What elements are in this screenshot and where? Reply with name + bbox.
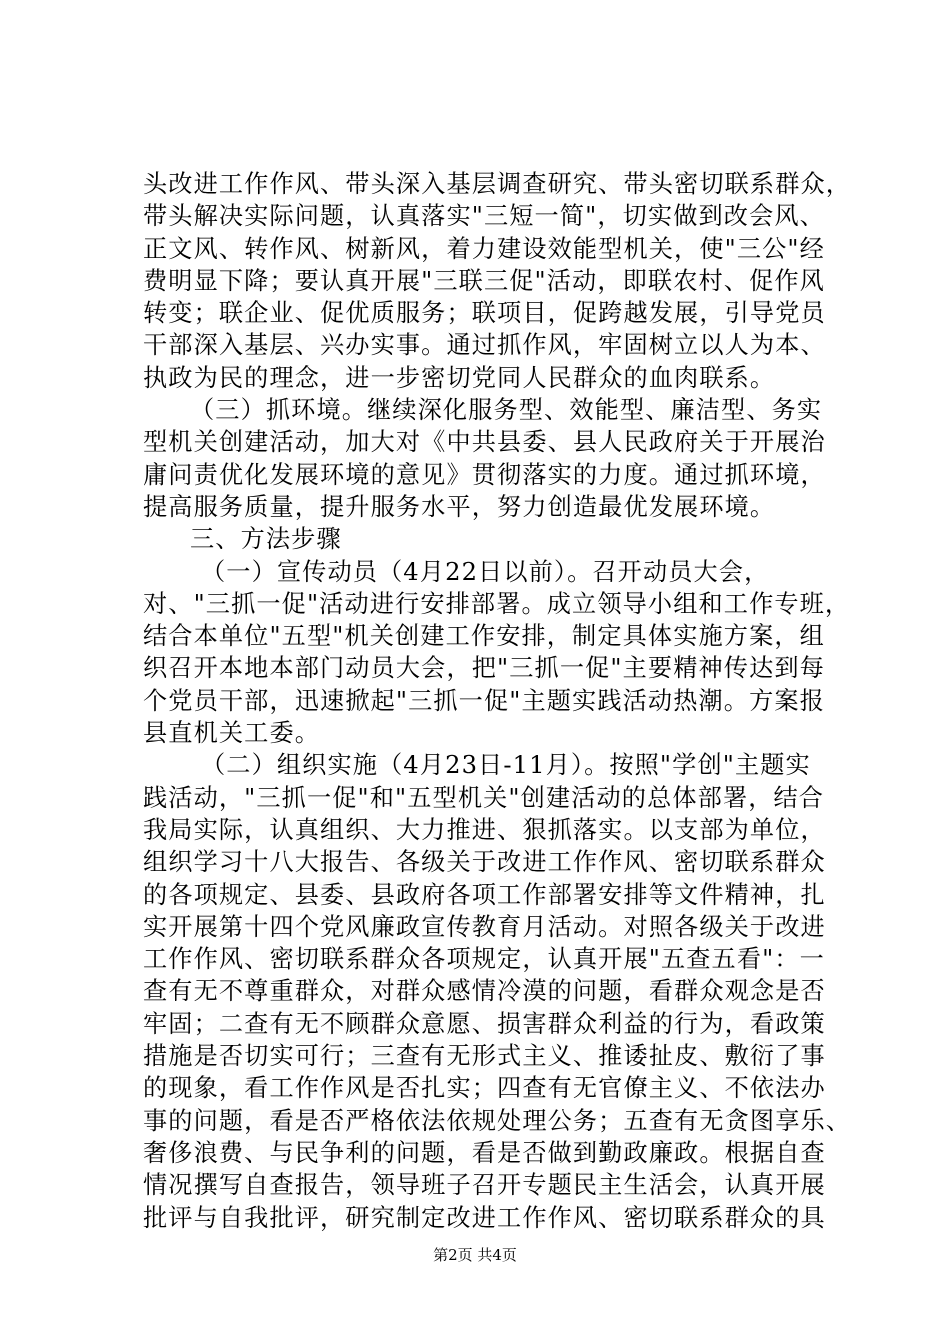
text-line: 措施是否切实可行；三查有无形式主义、推诿扯皮、敷衍了事 [143, 1042, 826, 1071]
text-line: 实开展第十四个党风廉政宣传教育月活动。对照各级关于改进 [143, 912, 826, 941]
text-line: 践活动，"三抓一促"和"五型机关"创建活动的总体部署，结合 [143, 783, 825, 812]
text-line: 对、"三抓一促"活动进行安排部署。成立领导小组和工作专班， [143, 589, 851, 618]
paragraph-start-line: （一）宣传动员（4月22日以前）。召开动员大会， [201, 557, 770, 586]
text-line: 正文风、转作风、树新风，着力建设效能型机关，使"三公"经 [143, 234, 825, 263]
text-line: 的各项规定、县委、县政府各项工作部署安排等文件精神，扎 [143, 880, 826, 909]
text-line: 个党员干部，迅速掀起"三抓一促"主题实践活动热潮。方案报 [143, 686, 825, 715]
text-line: 执政为民的理念，进一步密切党同人民群众的血肉联系。 [143, 363, 776, 392]
text-line: 结合本单位"五型"机关创建工作安排，制定具体实施方案，组 [143, 622, 825, 651]
text-line: 带头解决实际问题，认真落实"三短一简"，切实做到改会风、 [143, 202, 825, 231]
text-line: 县直机关工委。 [143, 719, 321, 748]
page-footer: 第2页 共4页 [433, 1246, 517, 1264]
text-line: 提高服务质量，提升服务水平，努力创造最优发展环境。 [143, 492, 776, 521]
text-line: 批评与自我批评，研究制定改进工作作风、密切联系群众的具 [143, 1203, 826, 1232]
text-line: 的现象，看工作作风是否扎实；四查有无官僚主义、不依法办 [143, 1074, 826, 1103]
section-heading: 三、方法步骤 [190, 525, 342, 554]
text-line: 情况撰写自查报告，领导班子召开专题民主生活会，认真开展 [143, 1171, 826, 1200]
paragraph-start-line: （二）组织实施（4月23日-11月）。按照"学创"主题实 [201, 751, 811, 780]
text-line: 型机关创建活动，加大对《中共县委、县人民政府关于开展治 [143, 428, 826, 457]
text-line: 我局实际，认真组织、大力推进、狠抓落实。以支部为单位， [143, 815, 826, 844]
text-line: 头改进工作作风、带头深入基层调查研究、带头密切联系群众， [143, 170, 852, 198]
text-line: 事的问题，看是否严格依法依规处理公务；五查有无贪图享乐、 [143, 1106, 852, 1135]
text-line: 组织学习十八大报告、各级关于改进工作作风、密切联系群众 [143, 848, 826, 877]
text-line: 牢固；二查有无不顾群众意愿、损害群众利益的行为，看政策 [143, 1009, 826, 1038]
text-line: 费明显下降；要认真开展"三联三促"活动，即联农村、促作风 [143, 266, 825, 295]
text-line: 查有无不尊重群众，对群众感情冷漠的问题，看群众观念是否 [143, 977, 826, 1006]
text-line: 庸问责优化发展环境的意见》贯彻落实的力度。通过抓环境， [143, 460, 826, 489]
text-line: 干部深入基层、兴办实事。通过抓作风，牢固树立以人为本、 [143, 331, 826, 360]
paragraph-start-line: （三）抓环境。继续深化服务型、效能型、廉洁型、务实 [190, 396, 823, 425]
text-line: 工作作风、密切联系群众各项规定，认真开展"五查五看"：一 [143, 945, 825, 974]
text-line: 织召开本地本部门动员大会，把"三抓一促"主要精神传达到每 [143, 654, 825, 683]
document-body [143, 168, 852, 1234]
text-line: 奢侈浪费、与民争利的问题，看是否做到勤政廉政。根据自查 [143, 1138, 826, 1167]
text-line: 转变；联企业、促优质服务；联项目，促跨越发展，引导党员 [143, 299, 826, 328]
